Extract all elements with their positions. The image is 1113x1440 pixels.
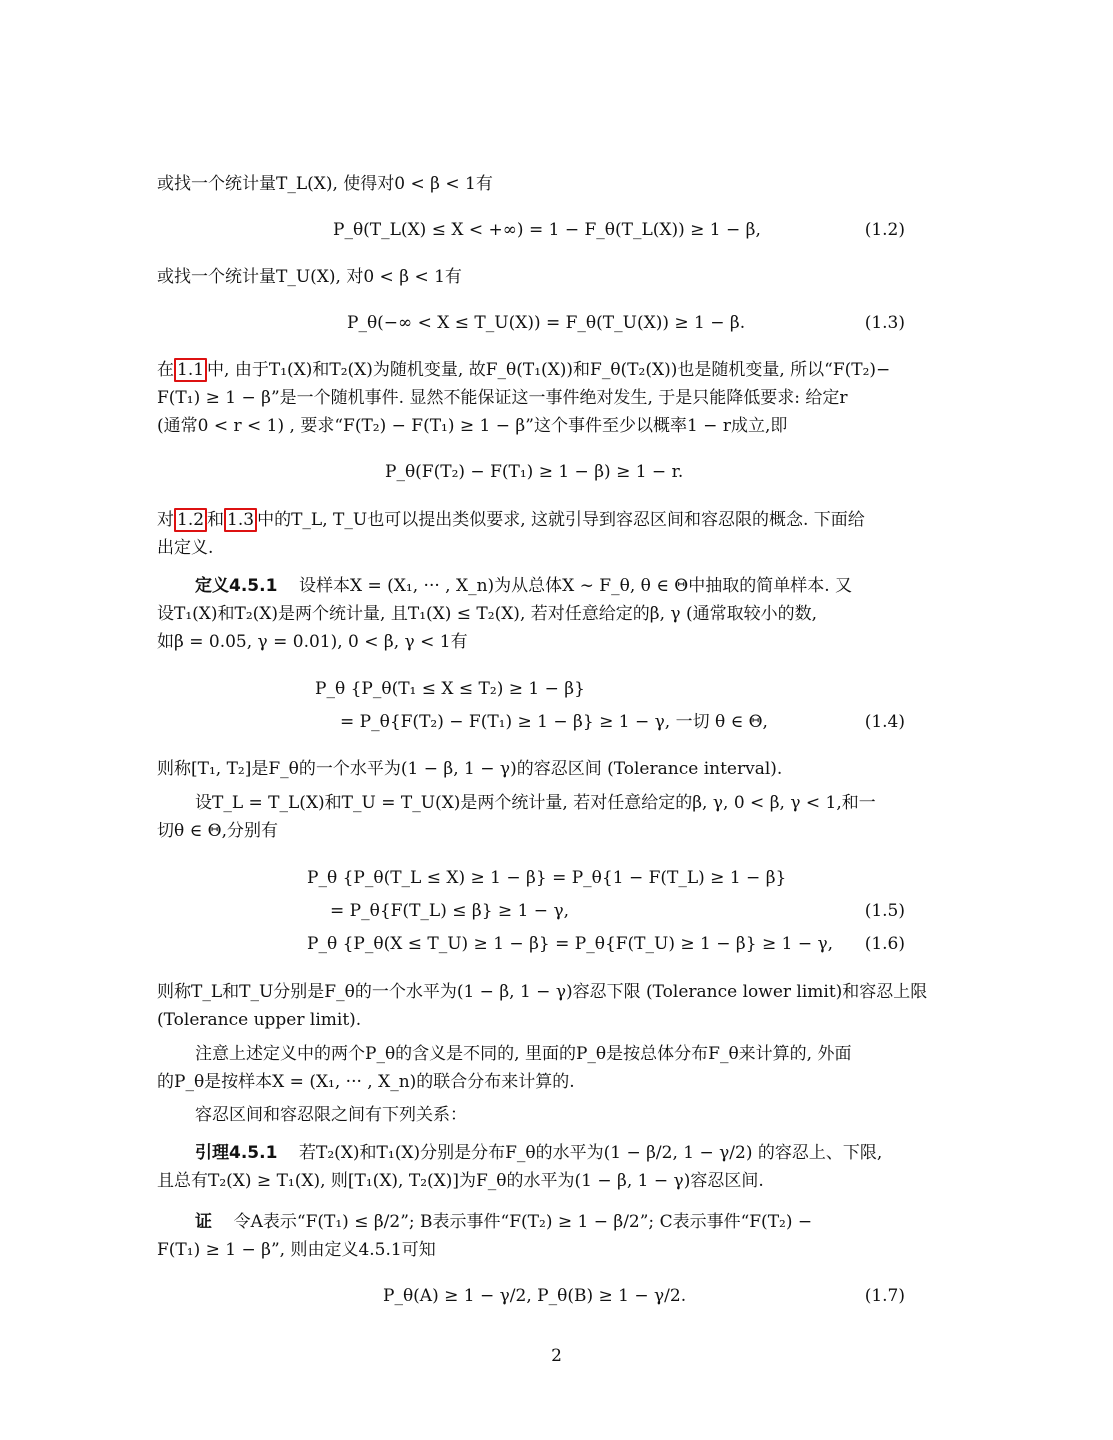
text-line: 或找一个统计量T_U(X), 对0 < β < 1有 bbox=[157, 267, 462, 287]
text-line: 设T₁(X)和T₂(X)是两个统计量, 且T₁(X) ≤ T₂(X), 若对任意给定的β, γ (通常取较小的数, bbox=[157, 604, 817, 624]
page-number: 2 bbox=[551, 1346, 562, 1366]
text-line: 切θ ∈ Θ,分别有 bbox=[157, 821, 278, 841]
text-line: F(T₁) ≥ 1 − β”, 则由定义4.5.1可知 bbox=[157, 1240, 436, 1260]
equation-number: (1.2) bbox=[864, 220, 905, 240]
equation-number: (1.3) bbox=[864, 313, 905, 333]
equation-number: (1.5) bbox=[864, 901, 905, 921]
lemma-heading: 引理4.5.1 bbox=[195, 1143, 278, 1163]
equation-1-2: P_θ(T_L(X) ≤ X < +∞) = 1 − F_θ(T_L(X)) ≥ 1 − β, bbox=[333, 220, 761, 240]
equation-ref-link[interactable]: 1.1 bbox=[174, 358, 207, 382]
equation-1-3: P_θ(−∞ < X ≤ T_U(X)) = F_θ(T_U(X)) ≥ 1 − β. bbox=[347, 313, 746, 333]
equation-number: (1.7) bbox=[864, 1286, 905, 1306]
text-line: 且总有T₂(X) ≥ T₁(X), 则[T₁(X), T₂(X)]为F_θ的水平为(1 − β, 1 − γ)容忍区间. bbox=[157, 1171, 764, 1191]
text-fragment: 令A表示“F(T₁) ≤ β/2”; B表示事件“F(T₂) ≥ 1 − β/2”; C表示事件“F(T₂) − bbox=[233, 1212, 813, 1232]
text-line: 则称[T₁, T₂]是F_θ的一个水平为(1 − β, 1 − γ)的容忍区间 (Tolerance interval). bbox=[157, 759, 783, 779]
text-line bbox=[157, 508, 905, 532]
equation-number: (1.4) bbox=[864, 712, 905, 732]
text-line: 设T_L = T_L(X)和T_U = T_U(X)是两个统计量, 若对任意给定的β, γ, 0 < β, γ < 1,和一 bbox=[195, 793, 876, 813]
text-line: 则称T_L和T_U分别是F_θ的一个水平为(1 − β, 1 − γ)容忍下限 (Tolerance lower limit)和容忍上限 bbox=[157, 982, 928, 1002]
text-line: F(T₁) ≥ 1 − β”是一个随机事件. 显然不能保证这一事件绝对发生, 于是只能降低要求: 给定r bbox=[157, 388, 848, 408]
equation-unnumbered: P_θ(F(T₂) − F(T₁) ≥ 1 − β) ≥ 1 − r. bbox=[385, 462, 684, 482]
definition-heading: 定义4.5.1 bbox=[195, 576, 278, 596]
equation-1-4-line1: P_θ {P_θ(T₁ ≤ X ≤ T₂) ≥ 1 − β} bbox=[315, 679, 585, 699]
text-line bbox=[195, 1141, 905, 1165]
equation-ref-link[interactable]: 1.3 bbox=[224, 508, 257, 532]
text-fragment: 设样本X = (X₁, ··· , X_n)为从总体X ∼ F_θ, θ ∈ Θ中抽取的简单样本. 又 bbox=[299, 576, 853, 596]
text-line bbox=[157, 358, 905, 382]
text-line: 注意上述定义中的两个P_θ的含义是不同的, 里面的P_θ是按总体分布F_θ来计算的, 外面 bbox=[195, 1044, 852, 1064]
equation-1-5-line2: = P_θ{F(T_L) ≤ β} ≥ 1 − γ, bbox=[330, 901, 570, 921]
equation-number: (1.6) bbox=[864, 934, 905, 954]
equation-1-5-line1: P_θ {P_θ(T_L ≤ X) ≥ 1 − β} = P_θ{1 − F(T_L) ≥ 1 − β} bbox=[307, 868, 787, 888]
equation-1-7: P_θ(A) ≥ 1 − γ/2, P_θ(B) ≥ 1 − γ/2. bbox=[383, 1286, 687, 1306]
text-line: (通常0 < r < 1) , 要求“F(T₂) − F(T₁) ≥ 1 − β”这个事件至少以概率1 − r成立,即 bbox=[157, 416, 788, 436]
equation-1-6: P_θ {P_θ(X ≤ T_U) ≥ 1 − β} = P_θ{F(T_U) ≥ 1 − β} ≥ 1 − γ, bbox=[307, 934, 834, 954]
text-line bbox=[195, 1210, 905, 1234]
text-line: 的P_θ是按样本X = (X₁, ··· , X_n)的联合分布来计算的. bbox=[157, 1072, 575, 1092]
text-fragment: 在 bbox=[157, 360, 174, 380]
text-line: (Tolerance upper limit). bbox=[157, 1010, 362, 1030]
text-fragment: 若T₂(X)和T₁(X)分别是分布F_θ的水平为(1 − β/2, 1 − γ/2) 的容忍上、下限, bbox=[299, 1143, 883, 1163]
text-fragment: 对 bbox=[157, 510, 174, 530]
text-fragment: 中, 由于T₁(X)和T₂(X)为随机变量, 故F_θ(T₁(X))和F_θ(T₂(X))也是随机变量, 所以“F(T₂)− bbox=[207, 360, 891, 380]
equation-1-4-line2: = P_θ{F(T₂) − F(T₁) ≥ 1 − β} ≥ 1 − γ, 一切 θ ∈ Θ, bbox=[340, 712, 768, 732]
text-fragment: 和 bbox=[207, 510, 225, 530]
text-line: 或找一个统计量T_L(X), 使得对0 < β < 1有 bbox=[157, 174, 493, 194]
text-line: 容忍区间和容忍限之间有下列关系： bbox=[195, 1105, 467, 1125]
text-line bbox=[195, 574, 905, 598]
text-line: 出定义. bbox=[157, 538, 214, 558]
equation-ref-link[interactable]: 1.2 bbox=[174, 508, 207, 532]
proof-heading: 证 bbox=[195, 1212, 212, 1232]
text-line: 如β = 0.05, γ = 0.01), 0 < β, γ < 1有 bbox=[157, 632, 468, 652]
text-fragment: 中的T_L, T_U也可以提出类似要求, 这就引导到容忍区间和容忍限的概念. 下面给 bbox=[257, 510, 865, 530]
